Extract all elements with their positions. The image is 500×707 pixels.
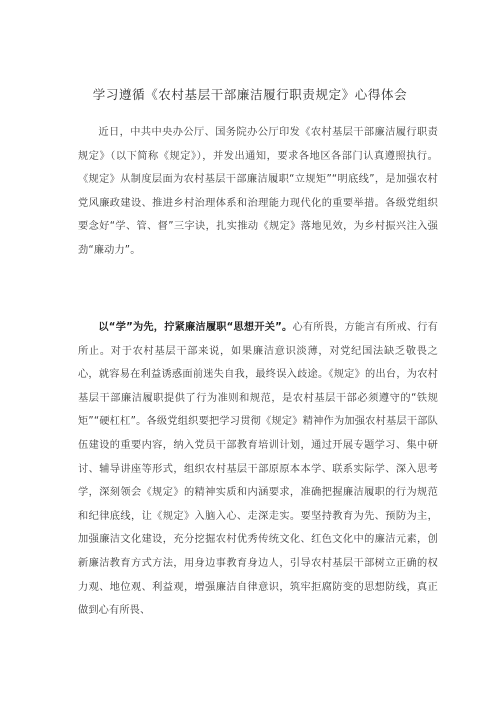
paragraph-study-lead: 以“学”为先，拧紧廉洁履职“思想开关”。 [98,322,293,333]
paragraph-study [78,316,438,623]
paragraph-intro [78,121,438,263]
paragraph-study-text: 心有所畏，方能言有所戒、行有所止。对于农村基层干部来说，如果廉洁意识淡薄，对党纪国法缺乏敬畏之心，就容易在利益诱惑面前迷失自我，最终误入歧途。《规定》的出台，为农村基层干部廉洁履职提供了行为准则和规范，是农村基层干部必须遵守的“铁规矩”“硬杠杠”。各级党组织要把学习贯彻《规定》精神作为加强农村基层干部队伍建设的重要内容，纳入党员干部教育培训计划，通过开展专题学习、集中研讨、辅导讲座等形式，组织农村基层干部原原本本学、联系实际学、深入思考学，深刻领会《规定》的精神实质和内涵要求，准确把握廉洁履职的行为规范和纪律底线，让《规定》入脑入心、走深走实。要坚持教育为先、预防为主，加强廉洁文化建设，充分挖掘农村优秀传统文化、红色文化中的廉洁元素，创新廉洁教育方式方法，用身边事教育身边人，引导农村基层干部树立正确的权力观、地位观、利益观，增强廉洁自律意识，筑牢拒腐防变的思想防线，真正做到心有所畏、 [78,322,439,617]
document-title: 学习遵循《农村基层干部廉洁履行职责规定》心得体会 [92,87,408,102]
paragraph-intro-text: 近日，中共中央办公厅、国务院办公厅印发《农村基层干部廉洁履行职责规定》（以下简称《规定》），并发出通知，要求各地区各部门认真遵照执行。《规定》从制度层面为农村基层干部廉洁履职“立规矩”“明底线”，是加强农村党风廉政建设、推进乡村治理体系和治理能力现代化的重要举措。各级党组织要念好“学、管、督”三字诀，扎实推动《规定》落地见效，为乡村振兴注入强劲“廉动力”。 [78,127,438,256]
